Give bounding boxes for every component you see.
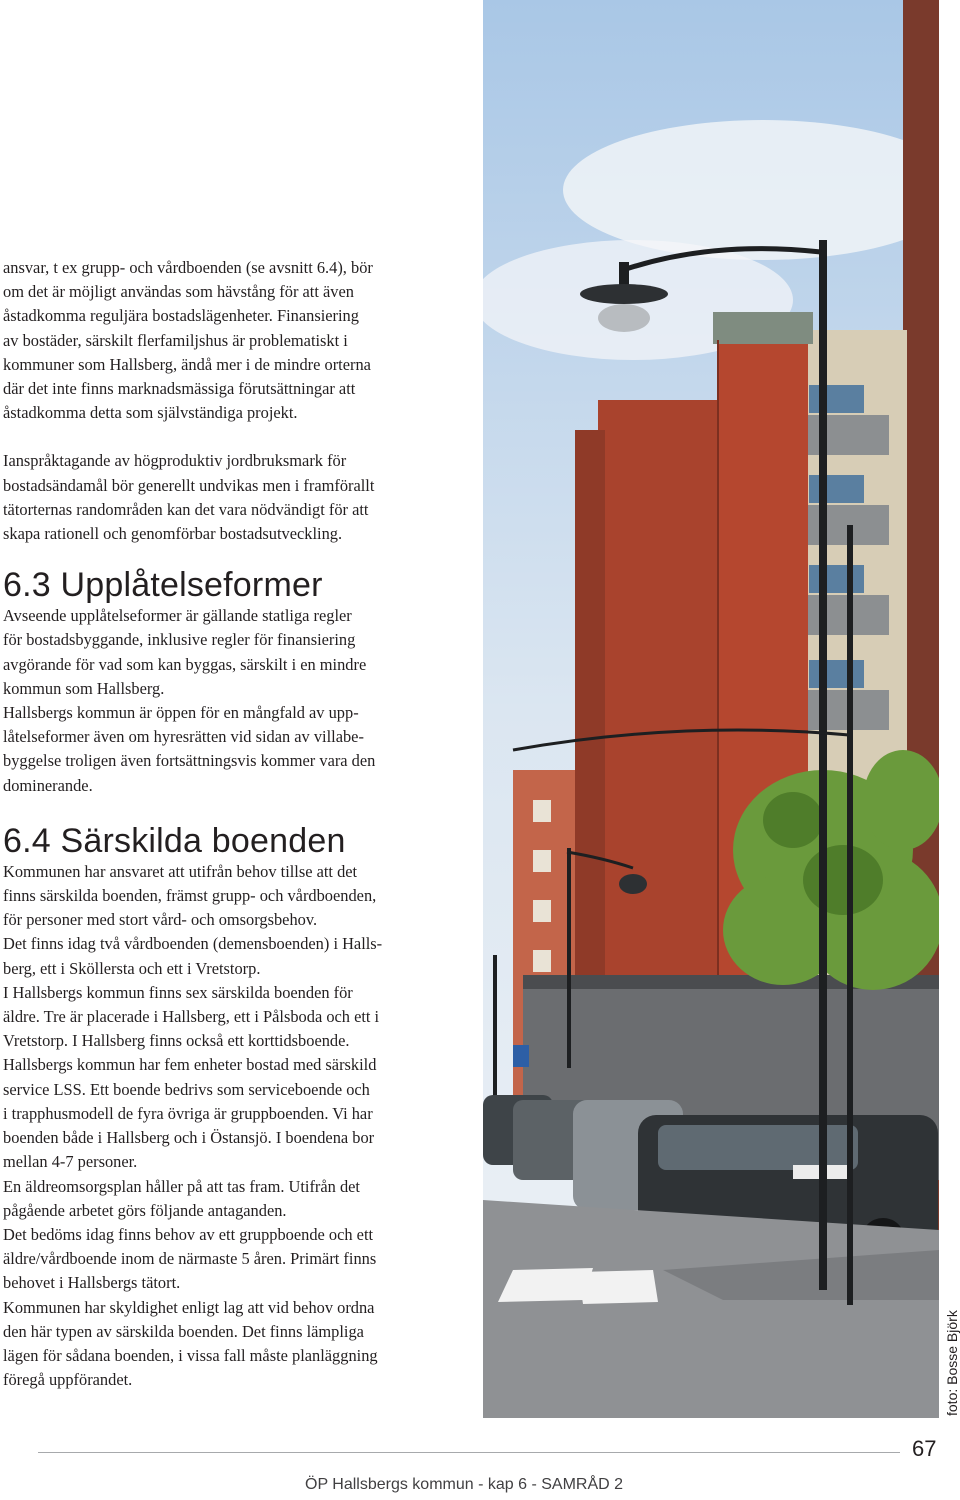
text-column — [3, 256, 465, 1392]
brick-tower-2 — [598, 400, 718, 1040]
section-6-4-body: Kommunen har ansvaret att utifrån behov tillse att det finns särskilda boenden, främst grupp- och vårdboenden, för personer med stort vård- och omsorgsbehov. Det finns idag två vårdboenden (demensboenden) i Halls- berg, ett i Sköllersta och ett i Vretstorp. I Hallsbergs kommun finns sex särskilda boenden för äldre. Tre är placerade i Hallsberg, ett i Pålsboda och ett i Vretstorp. I Hallsberg finns också ett korttidsboende. Hallsbergs kommun har fem enheter bostad med särskild service LSS. Ett boende bedrivs som serviceboende och i trapphusmodell de fyra övriga är gruppboenden. Vi har boenden både i Hallsberg och i Östansjö. I boendena bor mellan 4-7 personer. En äldreomsorgsplan håller på att tas fram. Utifrån det pågående arbetet görs följande antaganden. Det bedöms idag finns behov av ett gruppboende och ett äldre/vårdboende inom de närmaste 5 åren. Primärt finns behovet i Hallsbergs tätort. Kommunen har skyldighet enligt lag att vid behov ordna den här typen av särskilda boenden. Det finns lämpliga lägen för sådana boenden, i vissa fall måste planläggning föregå uppförandet. — [3, 861, 383, 1390]
road — [483, 1200, 939, 1418]
page-number: 67 — [912, 1436, 937, 1461]
intro-paragraph: ansvar, t ex grupp- och vårdboenden (se avsnitt 6.4), bör om det är möjligt användas som hävstång för att även åstadkomma reguljära bostadslägenheter. Finansiering av bostäder, särskilt flerfamiljshus är problematiskt i kommuner som Hallsberg, ändå mer i de mindre orterna där det inte finns marknadsmässiga förutsättningar att åstadkomma detta som självständiga projekt. — [3, 258, 373, 423]
farmland-paragraph: Ianspråktagande av högproduktiv jordbruksmark för bostadsändamål bör generellt undvikas men i framförallt tätorternas randområden kan det vara nödvändigt för att skapa rationell och genomförbar bostadsutveckling. — [3, 451, 375, 544]
photo-credit: foto: Bosse Björk — [944, 1310, 960, 1416]
section-6-4-heading: 6.4 Särskilda boenden — [3, 821, 346, 860]
section-6-3-heading: 6.3 Upplåtelseformer — [3, 566, 323, 605]
parking-sign — [513, 1045, 529, 1067]
footer-title: ÖP Hallsbergs kommun - kap 6 - SAMRÅD 2 — [305, 1476, 624, 1493]
street-photo-illustration — [483, 0, 939, 1418]
footer-rule — [38, 1452, 900, 1453]
section-6-3-body: Avseende upplåtelseformer är gällande statliga regler för bostadsbyggande, inklusive regler för finansiering avgörande för vad som kan byggas, särskilt i en mindre kommun som Hallsberg. Hallsbergs kommun är öppen för en mångfald av upp- låtelseformer även om hyresrätten vid sidan av villabe- byggelse troligen även fortsättningsvis kommer vara den dominerande. — [3, 606, 376, 795]
street-photo — [483, 0, 939, 1418]
